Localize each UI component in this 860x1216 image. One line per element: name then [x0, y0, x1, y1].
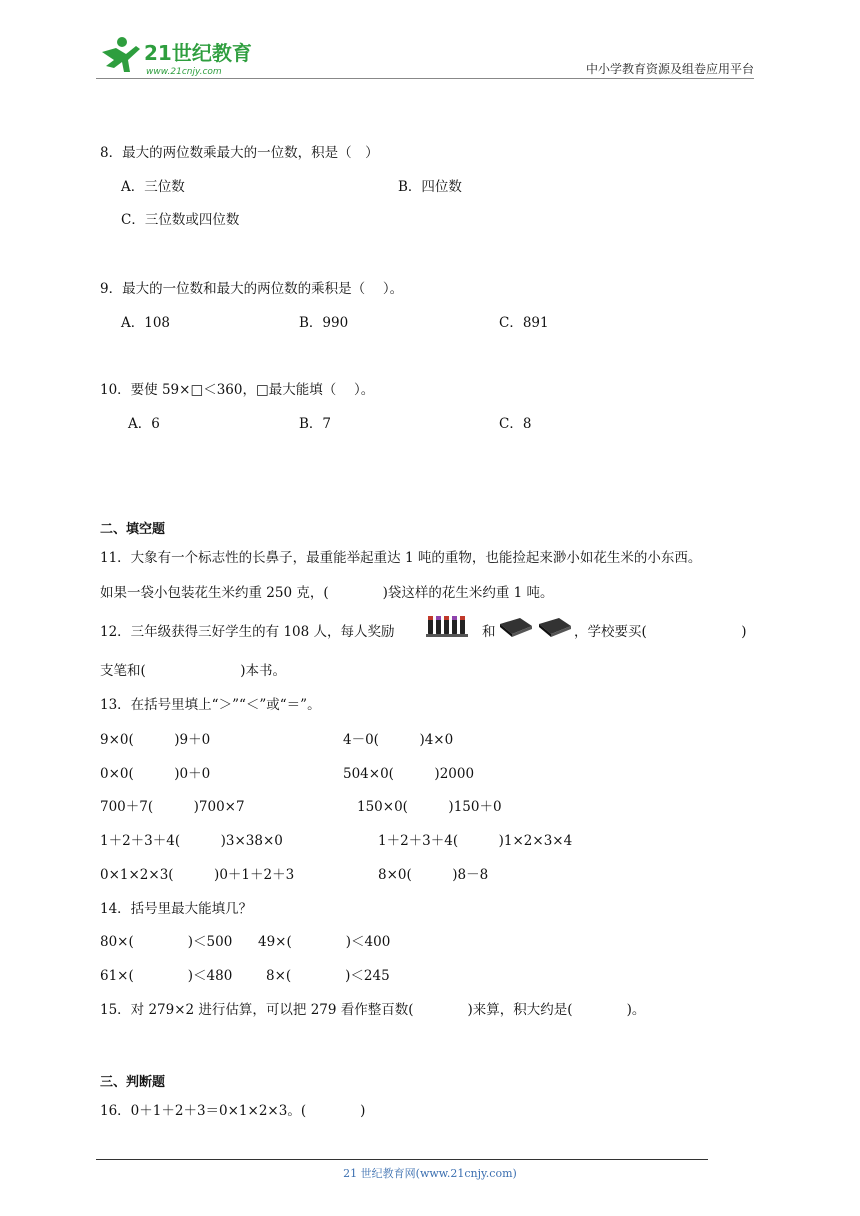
- q13-item: 1＋2＋3＋4( )1×2×3×4: [378, 833, 573, 849]
- q14-stem: 14．括号里最大能填几？: [100, 901, 253, 917]
- q10-option-b: B．7: [299, 416, 332, 432]
- book-icon: [498, 616, 534, 638]
- q11-line2: 如果一袋小包装花生米约重 250 克，( )袋这样的花生米约重 1 吨。: [100, 585, 554, 601]
- q9-option-a: A．108: [121, 315, 171, 331]
- q13-stem: 13．在括号里填上“＞”“＜”或“＝”。: [100, 697, 321, 713]
- runner-icon: [102, 37, 140, 72]
- q11-line1: 11．大象有一个标志性的长鼻子，最重能举起重达 1 吨的重物，也能捡起来渺小如花生米的小东西。: [100, 550, 702, 566]
- q8-stem: 8．最大的两位数乘最大的一位数，积是（ ）: [100, 145, 379, 161]
- q8-option-c: C．三位数或四位数: [121, 212, 240, 228]
- footer-link[interactable]: 21 世纪教育网(www.21cnjy.com): [343, 1167, 517, 1180]
- q13-item: 504×0( )2000: [343, 766, 475, 782]
- q13-item: 700＋7( )700×7: [100, 799, 245, 815]
- q13-item: 0×1×2×3( )0＋1＋2＋3: [100, 867, 295, 883]
- logo-text: 21世纪教育: [144, 41, 252, 65]
- q10-option-c: C．8: [499, 416, 532, 432]
- q12-part2: ，学校要买( ): [574, 624, 747, 640]
- q16-stem: 16．0＋1＋2＋3＝0×1×2×3。( ): [100, 1103, 366, 1119]
- q14-item: 61×( )＜480: [100, 968, 233, 984]
- q13-item: 4－0( )4×0: [343, 732, 454, 748]
- footer-divider: [96, 1159, 708, 1160]
- q13-item: 8×0( )8－8: [378, 867, 489, 883]
- q14-item: 49×( )＜400: [258, 934, 391, 950]
- q14-item: 80×( )＜500: [100, 934, 233, 950]
- q13-item: 0×0( )0＋0: [100, 766, 211, 782]
- book-icon: [537, 616, 573, 638]
- q8-option-b: B．四位数: [398, 179, 462, 195]
- q9-option-b: B．990: [299, 315, 349, 331]
- q10-option-a: A．6: [128, 416, 160, 432]
- q15-stem: 15．对 279×2 进行估算，可以把 279 看作整百数( )来算，积大约是( )。: [100, 1002, 646, 1018]
- q12-line2: 支笔和( )本书。: [100, 663, 287, 679]
- header-divider: [96, 78, 754, 79]
- q13-item: 150×0( )150＋0: [357, 799, 502, 815]
- platform-name: 中小学教育资源及组卷应用平台: [585, 62, 754, 76]
- pens-icon: [426, 614, 474, 638]
- q8-option-a: A．三位数: [121, 179, 185, 195]
- q13-item: 9×0( )9＋0: [100, 732, 211, 748]
- section-heading-judgement: 三、判断题: [100, 1075, 166, 1090]
- logo-url: www.21cnjy.com: [146, 67, 222, 77]
- q14-item: 8×( )＜245: [266, 968, 390, 984]
- site-logo: [92, 34, 262, 78]
- q12-part1: 12．三年级获得三好学生的有 108 人，每人奖励: [100, 624, 395, 640]
- q9-stem: 9．最大的一位数和最大的两位数的乘积是（ ）。: [100, 281, 404, 297]
- q12-and: 和: [482, 624, 496, 640]
- q9-option-c: C．891: [499, 315, 549, 331]
- q13-item: 1＋2＋3＋4( )3×38×0: [100, 833, 283, 849]
- section-heading-fill-in: 二、填空题: [100, 522, 166, 537]
- q10-stem: 10．要使 59×□＜360，□最大能填（ ）。: [100, 382, 375, 398]
